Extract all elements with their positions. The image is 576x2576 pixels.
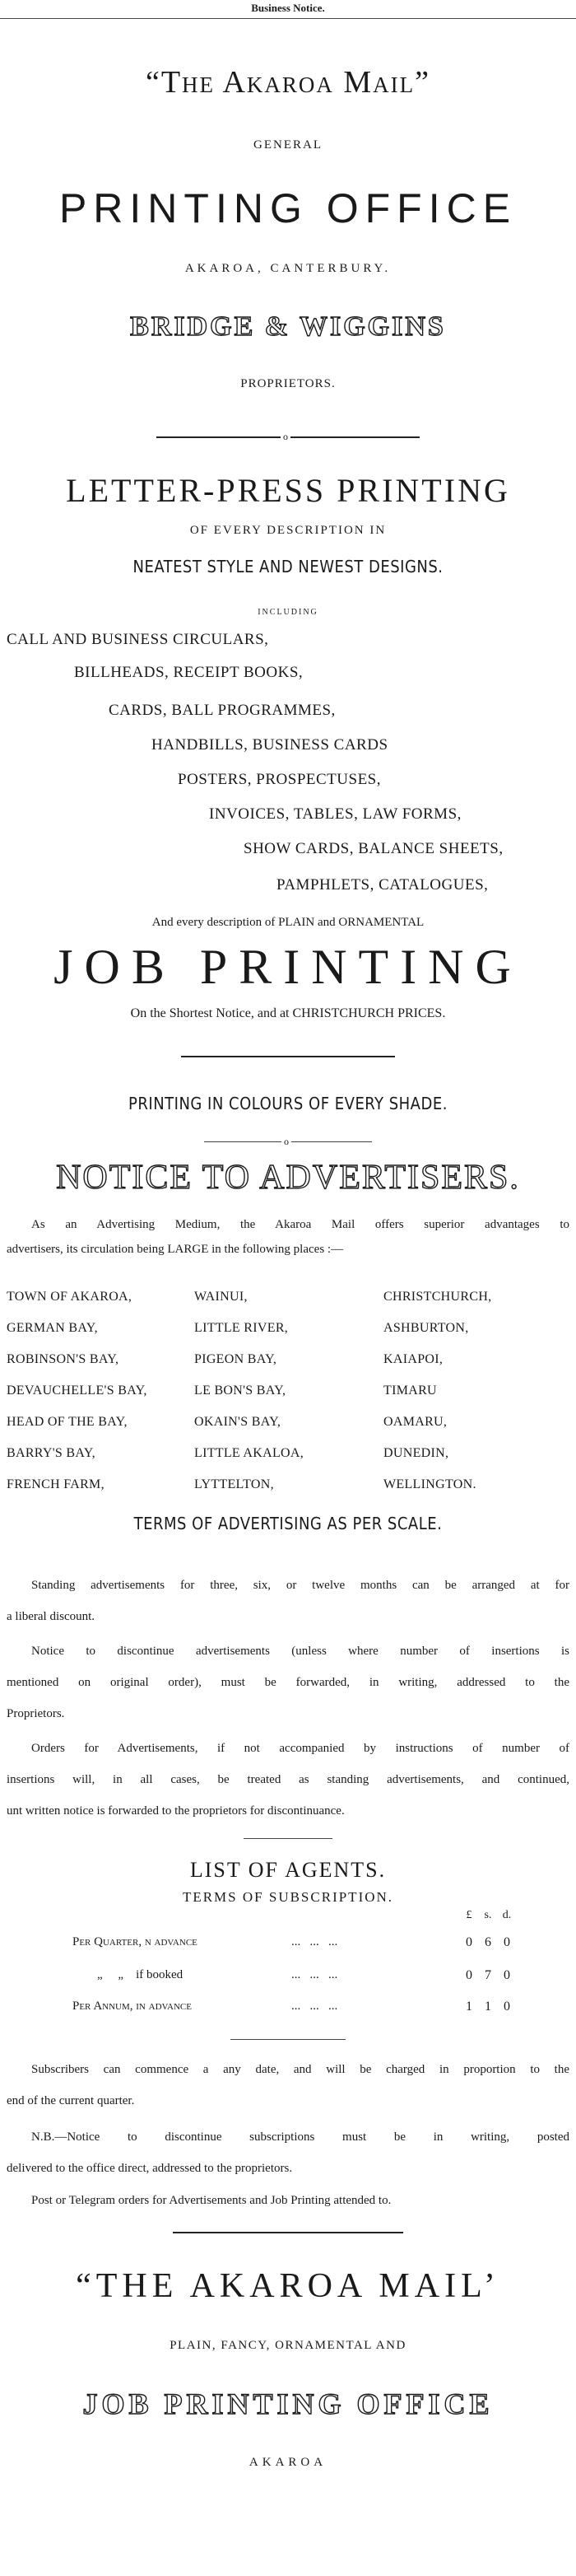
- rate-row-annum-pence: 0: [504, 2000, 510, 2014]
- rate-row-booked-dots: ... ... ...: [291, 1968, 338, 1981]
- every-description: And every description of PLAIN and ORNAMENTAL: [151, 916, 425, 929]
- masthead-proprietors: PROPRIETORS.: [240, 377, 336, 390]
- agents-subheading: TERMS OF SUBSCRIPTION.: [182, 1889, 394, 1905]
- footer-plain-fancy: PLAIN, FANCY, ORNAMENTAL AND: [170, 2339, 406, 2352]
- advertisers-intro-line-2: advertisers, its circulation being LARGE in the following places :—: [7, 1243, 344, 1256]
- rate-row-booked-label: „ „ if booked: [97, 1968, 183, 1981]
- header-label: Business Notice.: [251, 2, 325, 14]
- subscribers-line-2: end of the current quarter.: [7, 2094, 135, 2107]
- place-cell: WELLINGTON.: [383, 1477, 476, 1491]
- rate-row-quarter-dots: ... ... ...: [291, 1935, 338, 1948]
- discontinue-paragraph: [7, 1636, 569, 1729]
- letterpress-including: INCLUDING: [258, 608, 318, 617]
- place-cell: OKAIN'S BAY,: [194, 1415, 281, 1429]
- orders-line-3: unt written notice is forwarded to the proprietors for discontinuance.: [7, 1804, 345, 1818]
- discontinue-line-2: mentioned on original order), must be forwarded, in writing, addressed to the: [7, 1676, 569, 1689]
- divider-2: [181, 1056, 395, 1057]
- terms-heading: TERMS OF ADVERTISING AS PER SCALE.: [133, 1514, 443, 1533]
- orders-paragraph: [7, 1733, 569, 1827]
- letterpress-neatest: NEATEST STYLE AND NEWEST DESIGNS.: [132, 557, 444, 576]
- nb-paragraph: [7, 2121, 569, 2184]
- place-cell: LE BON'S BAY,: [194, 1384, 286, 1398]
- currency-pence: d.: [502, 1909, 512, 1921]
- place-cell: TIMARU: [383, 1384, 437, 1398]
- standing-line-1: Standing advertisements for three, six, or twelve months can be arranged at for: [31, 1579, 569, 1592]
- place-cell: LYTTELTON,: [194, 1477, 274, 1491]
- place-cell: BARRY'S BAY,: [7, 1446, 95, 1460]
- header-rule: [0, 18, 576, 19]
- footer-job-office: JOB PRINTING OFFICE: [82, 2387, 494, 2420]
- divider-4: [244, 1838, 332, 1839]
- footer-title: “THE AKAROA MAIL’: [76, 2267, 500, 2305]
- rate-row-quarter-pence: 0: [504, 1935, 510, 1949]
- item-cards: CARDS, BALL PROGRAMMES,: [109, 702, 336, 719]
- rate-row-booked-shillings: 7: [485, 1968, 491, 1982]
- place-cell: PIGEON BAY,: [194, 1352, 277, 1366]
- nb-line-1: N.B.—Notice to discontinue subscriptions must be in writing, posted: [31, 2130, 569, 2144]
- item-posters: POSTERS, PROSPECTUSES,: [178, 771, 381, 788]
- subscribers-paragraph: [7, 2054, 569, 2116]
- currency-shilling: s.: [484, 1909, 492, 1921]
- job-printing-heading: JOB PRINTING: [53, 940, 523, 994]
- rate-row-booked-pounds: 0: [466, 1968, 472, 1982]
- currency-pound: £: [466, 1909, 472, 1921]
- place-cell: FRENCH FARM,: [7, 1477, 105, 1491]
- advertisers-heading: NOTICE TO ADVERTISERS.: [56, 1159, 520, 1197]
- orders-line-1: Orders for Advertisements, if not accompanied by instructions of number of: [31, 1742, 569, 1755]
- place-cell: LITTLE AKALOA,: [194, 1446, 304, 1460]
- place-cell: OAMARU,: [383, 1415, 448, 1429]
- standing-paragraph: [7, 1570, 569, 1632]
- letterpress-heading: LETTER-PRESS PRINTING: [66, 472, 510, 509]
- rate-row-quarter-shillings: 6: [485, 1935, 491, 1949]
- rate-row-quarter-label: Per Quarter, n advance: [72, 1935, 197, 1948]
- letterpress-of-every: OF EVERY DESCRIPTION IN: [189, 524, 387, 537]
- rate-row-annum-shillings: 1: [485, 2000, 491, 2014]
- masthead-general: GENERAL: [253, 138, 323, 152]
- discontinue-line-1: Notice to discontinue advertisements (unless where number of insertions is: [31, 1645, 569, 1658]
- place-cell: ROBINSON'S BAY,: [7, 1352, 119, 1366]
- item-showcards: SHOW CARDS, BALANCE SHEETS,: [244, 840, 504, 857]
- footer-akaroa: AKAROA: [249, 2456, 327, 2469]
- place-cell: KAIAPOI,: [383, 1352, 444, 1366]
- divider-6: [173, 2232, 403, 2233]
- advertisers-intro: [7, 1212, 569, 1262]
- item-pamphlets: PAMPHLETS, CATALOGUES,: [276, 876, 489, 894]
- divider-ornament-3: o: [281, 1136, 291, 1146]
- divider-ornament-1: o: [281, 432, 290, 441]
- item-handbills: HANDBILLS, BUSINESS CARDS: [151, 736, 388, 754]
- rate-row-annum-dots: ... ... ...: [291, 2000, 338, 2013]
- agents-heading: LIST OF AGENTS.: [189, 1858, 387, 1882]
- subscribers-line-1: Subscribers can commence a any date, and will be charged in proportion to the: [31, 2063, 569, 2076]
- item-circulars: CALL AND BUSINESS CIRCULARS,: [7, 631, 269, 648]
- discontinue-line-3: Proprietors.: [7, 1707, 65, 1720]
- rate-row-booked-pence: 0: [504, 1968, 510, 1982]
- item-billheads: BILLHEADS, RECEIPT BOOKS,: [74, 664, 304, 681]
- masthead-title: “The Akaroa Mail”: [145, 65, 431, 100]
- rate-row-annum-pounds: 1: [466, 2000, 472, 2014]
- masthead-firm: BRIDGE & WIGGINS: [130, 311, 446, 342]
- item-invoices: INVOICES, TABLES, LAW FORMS,: [209, 805, 462, 823]
- rate-row-annum-label: Per Annum, in advance: [72, 2000, 192, 2013]
- masthead-printing-office: PRINTING OFFICE: [58, 185, 518, 231]
- place-cell: DUNEDIN,: [383, 1446, 449, 1460]
- place-cell: WAINUI,: [194, 1290, 248, 1304]
- orders-line-2: insertions will, in all cases, be treated as standing advertisements, and continued,: [7, 1773, 569, 1786]
- place-cell: HEAD OF THE BAY,: [7, 1415, 128, 1429]
- nb-line-2: delivered to the office direct, addressed to the proprietors.: [7, 2162, 293, 2175]
- post-telegram-line: Post or Telegram orders for Advertisements and Job Printing attended to.: [31, 2194, 392, 2207]
- place-cell: ASHBURTON,: [383, 1321, 469, 1335]
- colours-heading: PRINTING IN COLOURS OF EVERY SHADE.: [128, 1094, 448, 1113]
- shortest-notice: On the Shortest Notice, and at CHRISTCHURCH PRICES.: [130, 1006, 446, 1020]
- divider-5: [230, 2039, 346, 2040]
- place-cell: TOWN OF AKAROA,: [7, 1290, 132, 1304]
- place-cell: LITTLE RIVER,: [194, 1321, 289, 1335]
- place-cell: DEVAUCHELLE'S BAY,: [7, 1384, 147, 1398]
- standing-line-2: a liberal discount.: [7, 1610, 95, 1623]
- masthead-location: AKAROA, CANTERBURY.: [184, 262, 392, 275]
- place-cell: GERMAN BAY,: [7, 1321, 98, 1335]
- place-cell: CHRISTCHURCH,: [383, 1290, 492, 1304]
- rate-row-quarter-pounds: 0: [466, 1935, 472, 1949]
- advertisers-intro-line-1: As an Advertising Medium, the Akaroa Mail offers superior advantages to: [31, 1218, 569, 1231]
